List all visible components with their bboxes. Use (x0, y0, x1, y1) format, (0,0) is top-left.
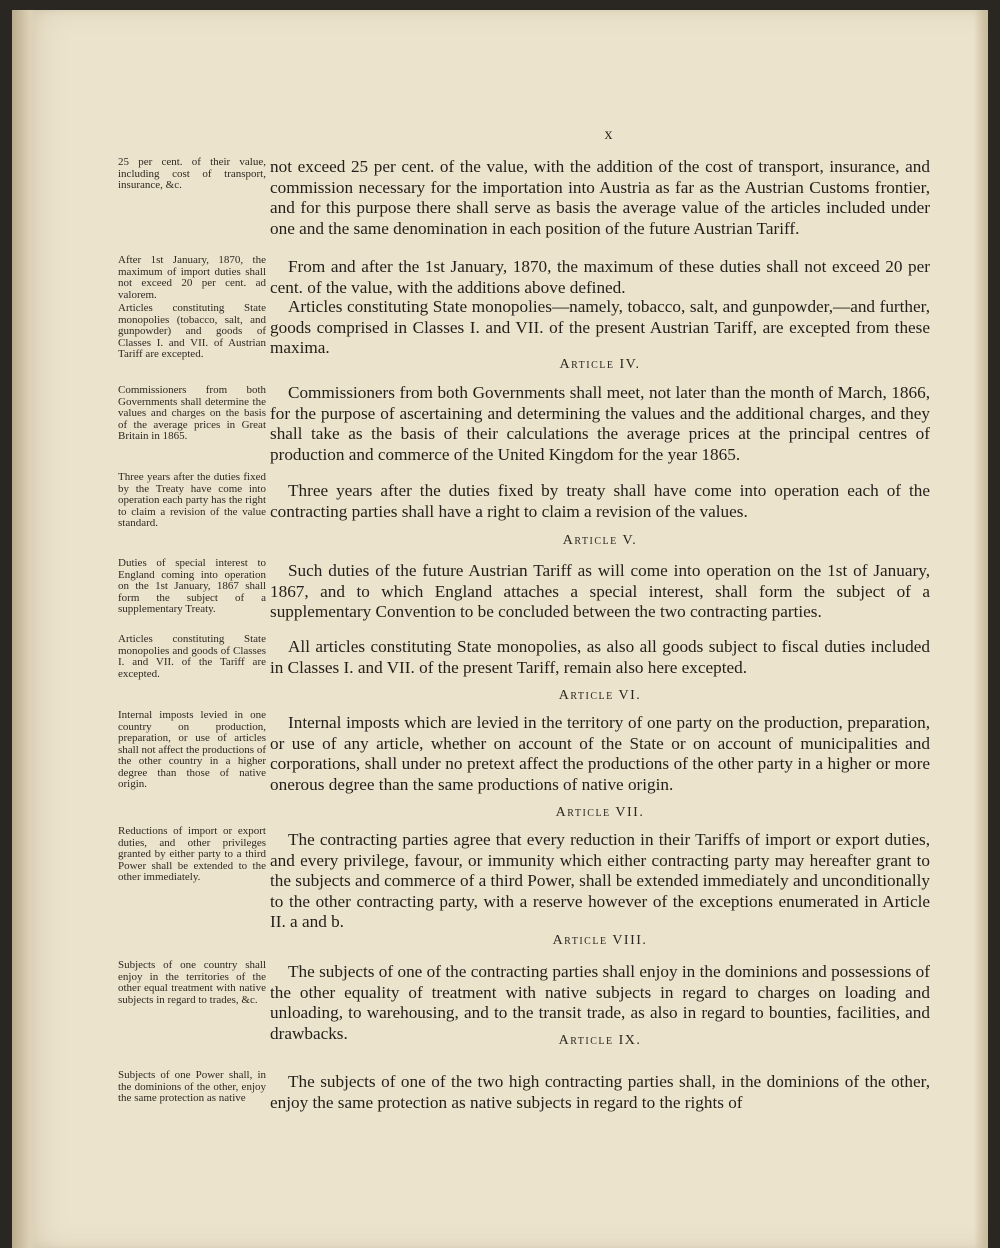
page-number: x (604, 126, 614, 143)
sidenote: Articles constituting State monopolies (tobacco, salt, and gunpowder) and goods of Classes I. and VII. of Austrian Tariff are excepted. (118, 302, 266, 360)
sidenote: Duties of special interest to England coming into operation on the 1st January, 1867 shall form the subject of a supplementary Treaty. (118, 557, 266, 615)
paragraph: Such duties of the future Austrian Tariff as will come into operation on the 1st of January, 1867, and to which England attaches a special interest, shall form the subject of a supplementary Convention to be concluded between the two contracting parties. (270, 561, 930, 621)
sidenote: Three years after the duties fixed by the Treaty have come into operation each party has the right to claim a revision of the value standard. (118, 471, 266, 529)
sidenote: Subjects of one Power shall, in the dominions of the other, enjoy the same protection as native (118, 1069, 266, 1104)
paragraph: The subjects of one of the two high contracting parties shall, in the dominions of the other, enjoy the same protection as native subjects in regard to the rights of (270, 1072, 930, 1112)
article-heading: Article V. (562, 533, 638, 548)
sidenote: Reductions of import or export duties, and other privileges granted by either party to a third Power shall be extended to the other immediately. (118, 825, 266, 883)
sidenote: Subjects of one country shall enjoy in the territories of the other equal treatment with native subjects in regard to trades, &c. (118, 959, 266, 1006)
paragraph: Commissioners from both Governments shall meet, not later than the month of March, 1866, for the purpose of ascertaining and determining the values and the additional charges, and they shall take as the basis of their calculations the average prices at the principal centres of production and commerce of the United Kingdom for the year 1865. (270, 383, 930, 464)
article-heading: Article IV. (559, 357, 641, 372)
page-edge-shadow (974, 10, 988, 1248)
paragraph: All articles constituting State monopolies, as also all goods subject to fiscal duties included in Classes I. and VII. of the present Tariff, remain also here excepted. (270, 637, 930, 677)
paragraph: Internal imposts which are levied in the territory of one party on the production, preparation, or use of any article, whether on account of the State or on account of municipalities and corporations, shall under no pretext affect the productions of the other party in a higher or more onerous degree than the same productions of native origin. (270, 713, 930, 794)
paragraph: Three years after the duties fixed by treaty shall have come into operation each of the contracting parties shall have a right to claim a revision of the values. (270, 481, 930, 521)
paragraph: The contracting parties agree that every reduction in their Tariffs of import or export duties, and every privilege, favour, or immunity which either contracting party may hereafter grant to the subjects and commerce of a third Power, shall be extended immediately and unconditionally to the other contracting party, with a reserve however of the exceptions enumerated in Article II. a and b. (270, 830, 930, 931)
paragraph: not exceed 25 per cent. of the value, with the addition of the cost of transport, insurance, and commission necessary for the importation into Austria as far as the Austrian Customs frontier, and for this purpose there shall serve as basis the average value of the articles included under one and the same denomination in each position of the future Austrian Tariff. (270, 157, 930, 238)
paragraph: From and after the 1st January, 1870, the maximum of these duties shall not exceed 20 per cent. of the value, with the additions above defined. (270, 257, 930, 297)
sidenote: After 1st January, 1870, the maximum of import duties shall not exceed 20 per cent. ad valorem. (118, 254, 266, 301)
paragraph: Articles constituting State monopolies—namely, tobacco, salt, and gunpowder,—and further, goods comprised in Classes I. and VII. of the present Austrian Tariff, are excepted from these maxima. (270, 297, 930, 357)
document-page (12, 10, 988, 1248)
sidenote: 25 per cent. of their value, including cost of transport, insurance, &c. (118, 156, 266, 191)
page-spine-shadow (12, 10, 38, 1248)
sidenote: Articles constituting State monopolies and goods of Classes I. and VII. of the Tariff are excepted. (118, 633, 266, 680)
article-heading: Article VI. (558, 688, 642, 703)
paragraph: The subjects of one of the contracting parties shall enjoy in the dominions and possessions of the other equality of treatment with native subjects in regard to charges on loading and unloading, to warehousing, and to the transit trade, as also in regard to bounties, facilities, and drawbacks. (270, 962, 930, 1043)
article-heading: Article VIII. (552, 933, 648, 948)
sidenote: Commissioners from both Governments shall determine the values and charges on the basis of the average prices in Great Britain in 1865. (118, 384, 266, 442)
article-heading: Article VII. (555, 805, 645, 820)
sidenote: Internal imposts levied in one country on production, preparation, or use of articles shall not affect the productions of the other country in a higher degree than those of native origin. (118, 709, 266, 790)
article-heading: Article IX. (558, 1033, 642, 1048)
